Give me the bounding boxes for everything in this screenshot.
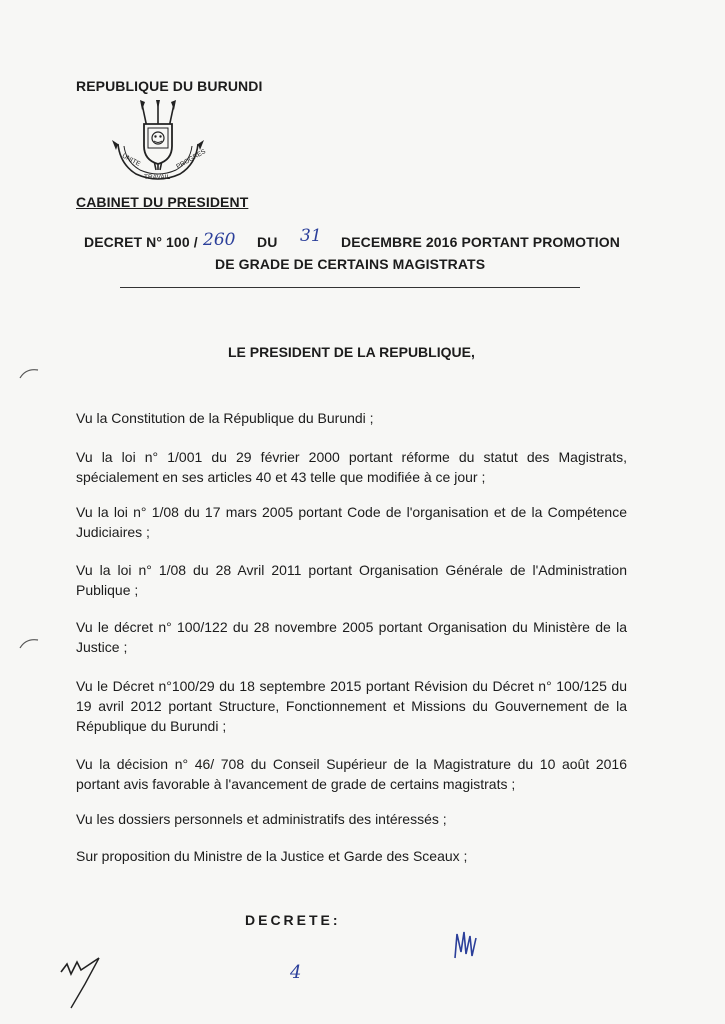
consideration-proposition-ministre: Sur proposition du Ministre de la Justice et Garde des Sceaux ; <box>76 848 468 864</box>
title-divider <box>120 287 580 288</box>
svg-text:TRAVAIL: TRAVAIL <box>144 174 171 181</box>
decree-day-handwritten: 31 <box>300 226 322 246</box>
consideration-statut-magistrats: Vu la loi n° 1/001 du 29 février 2000 portant réforme du statut des Magistrats, spécialement en ses articles 40 et 43 telle que modifiée à ce jour ; <box>76 449 627 485</box>
consideration-ministere-justice: Vu le décret n° 100/122 du 28 novembre 2005 portant Organisation du Ministère de la Justice ; <box>76 619 627 655</box>
coat-of-arms-icon <box>104 100 212 190</box>
punch-hole-mark-icon <box>18 366 40 385</box>
consideration-constitution: Vu la Constitution de la République du Burundi ; <box>76 410 374 426</box>
signature-mark-icon <box>55 950 105 1017</box>
decree-title-rest: DECEMBRE 2016 PORTANT PROMOTION <box>341 234 620 250</box>
decree-prefix: DECRET N° 100 / <box>84 234 198 250</box>
svg-text:PROGRES: PROGRES <box>175 148 207 171</box>
consideration-code-organisation: Vu la loi n° 1/08 du 17 mars 2005 portant Code de l'organisation et de la Compétence Judiciaires ; <box>76 504 627 540</box>
svg-text:UNITE: UNITE <box>120 152 142 168</box>
consideration-administration-publique: Vu la loi n° 1/08 du 28 Avril 2011 portant Organisation Générale de l'Administration Publique ; <box>76 562 627 598</box>
decrete-heading: DECRETE: <box>245 912 341 928</box>
page-mark: 4 <box>290 962 302 983</box>
president-heading: LE PRESIDENT DE LA REPUBLIQUE, <box>228 344 475 360</box>
decree-number-handwritten: 260 <box>203 230 236 250</box>
initials-mark-icon <box>452 928 480 967</box>
republic-heading: REPUBLIQUE DU BURUNDI <box>76 78 263 94</box>
consideration-dossiers: Vu les dossiers personnels et administratifs des intéressés ; <box>76 811 447 827</box>
decree-title-line2: DE GRADE DE CERTAINS MAGISTRATS <box>215 256 486 272</box>
cabinet-heading: CABINET DU PRESIDENT <box>76 194 249 210</box>
decree-du: DU <box>257 234 278 250</box>
coat-of-arms-seal <box>104 100 212 190</box>
consideration-conseil-magistrature: Vu la décision n° 46/ 708 du Conseil Supérieur de la Magistrature du 10 août 2016 portant avis favorable à l'avancement de grade de certains magistrats ; <box>76 756 627 792</box>
punch-hole-mark-icon <box>18 636 40 655</box>
consideration-structure-gouvernement: Vu le Décret n°100/29 du 18 septembre 2015 portant Révision du Décret n° 100/125 du 19 avril 2012 portant Structure, Fonctionnement et Missions du Gouvernement de la République du Burundi ; <box>76 678 627 734</box>
